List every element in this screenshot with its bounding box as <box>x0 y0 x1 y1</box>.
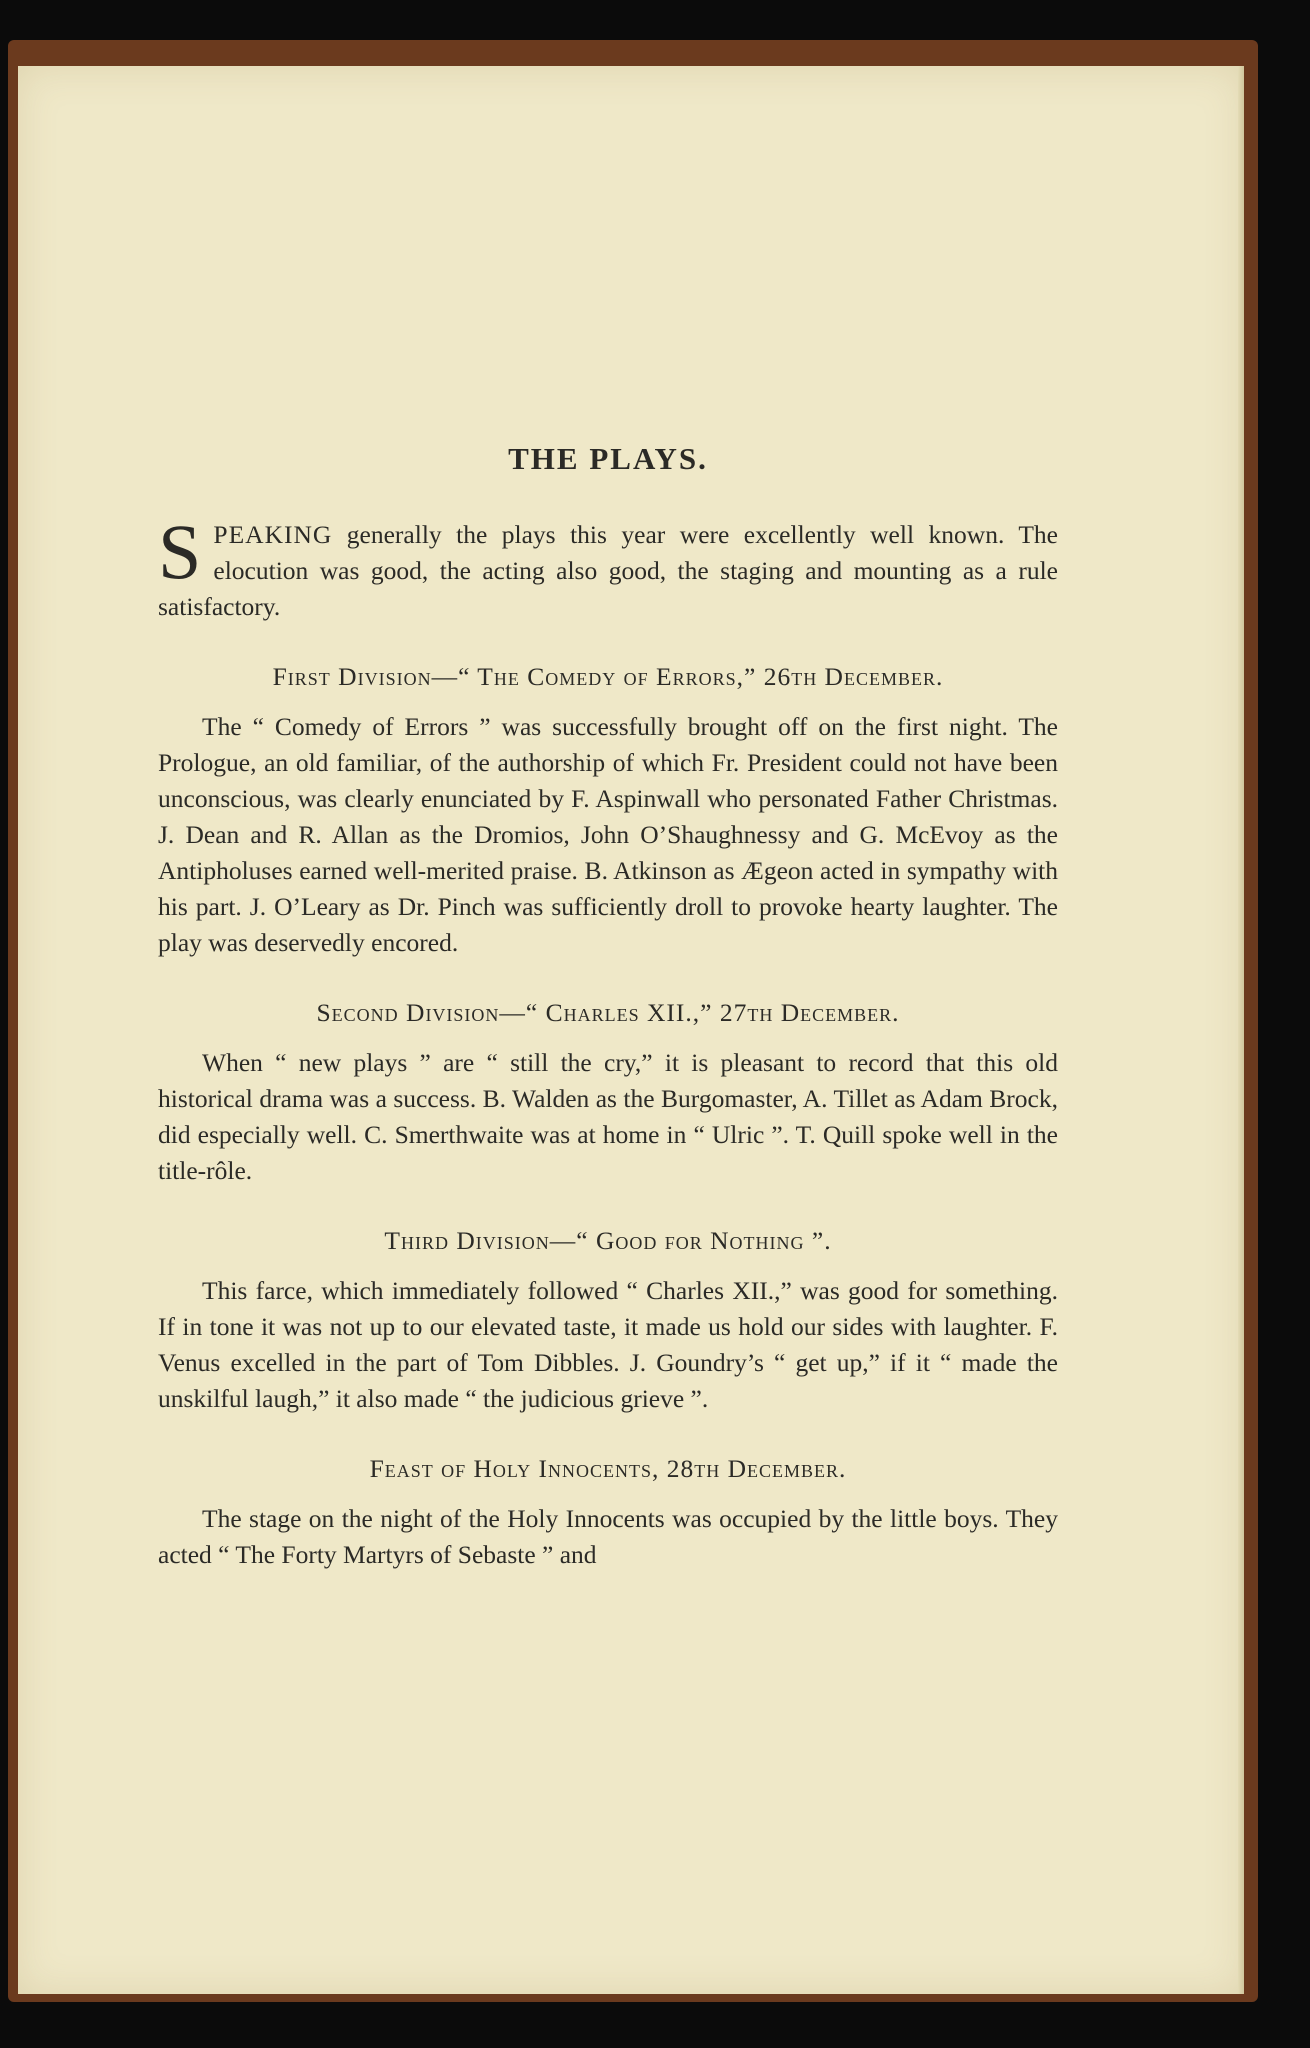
intro-paragraph <box>158 508 1058 625</box>
section-heading-second-division: Second Division—“ Charles XII.,” 27th December. <box>316 998 900 1027</box>
intro-text: generally the plays this year were excellently well known. The elocution was good, the acting also good, the staging and mounting as a rule satisfactory. <box>158 520 1058 621</box>
drop-cap: S <box>158 508 202 595</box>
text-column <box>158 437 1058 1573</box>
section-body-holy-innocents: The stage on the night of the Holy Innocents was occupied by the little boys. They acted “ The Forty Martyrs of Sebaste ” and <box>158 1504 1058 1569</box>
section-heading-holy-innocents: Feast of Holy Innocents, 28th December. <box>369 1454 847 1483</box>
section-body-first-division: The “ Comedy of Errors ” was successfully brought off on the first night. The Prologue, an old familiar, of the authorship of which Fr. President could not have been unconscious, was clearly enunciated by F. Aspinwall who personated Father Christmas. J. Dean and R. Allan as the Dromios, John O’Shaughnessy and G. McEvoy as the Antipholuses earned well-merited praise. B. Atkinson as Ægeon acted in sympathy with his part. J. O’Leary as Dr. Pinch was sufficiently droll to provoke hearty laughter. The play was deservedly encored. <box>158 712 1058 957</box>
section-heading-first-division: First Division—“ The Comedy of Errors,” 26th December. <box>272 662 944 691</box>
section-body-third-division: This farce, which immediately followed “ Charles XII.,” was good for something. If in tone it was not up to our elevated taste, it made us hold our sides with laughter. F. Venus excelled in the part of Tom Dibbles. J. Goundry’s “ get up,” if it “ made the unskilful laugh,” it also made “ the judicious grieve ”. <box>158 1276 1058 1413</box>
section-body-second-division: When “ new plays ” are “ still the cry,” it is pleasant to record that this old historical drama was a success. B. Walden as the Burgomaster, A. Tillet as Adam Brock, did especially well. C. Smerthwaite was at home in “ Ulric ”. T. Quill spoke well in the title-rôle. <box>158 1048 1058 1185</box>
intro-first-word: PEAKING <box>213 520 333 549</box>
section-heading-third-division: Third Division—“ Good for Nothing ”. <box>384 1226 832 1255</box>
page-edge <box>1238 66 1244 1994</box>
page-title: THE PLAYS. <box>508 441 708 476</box>
